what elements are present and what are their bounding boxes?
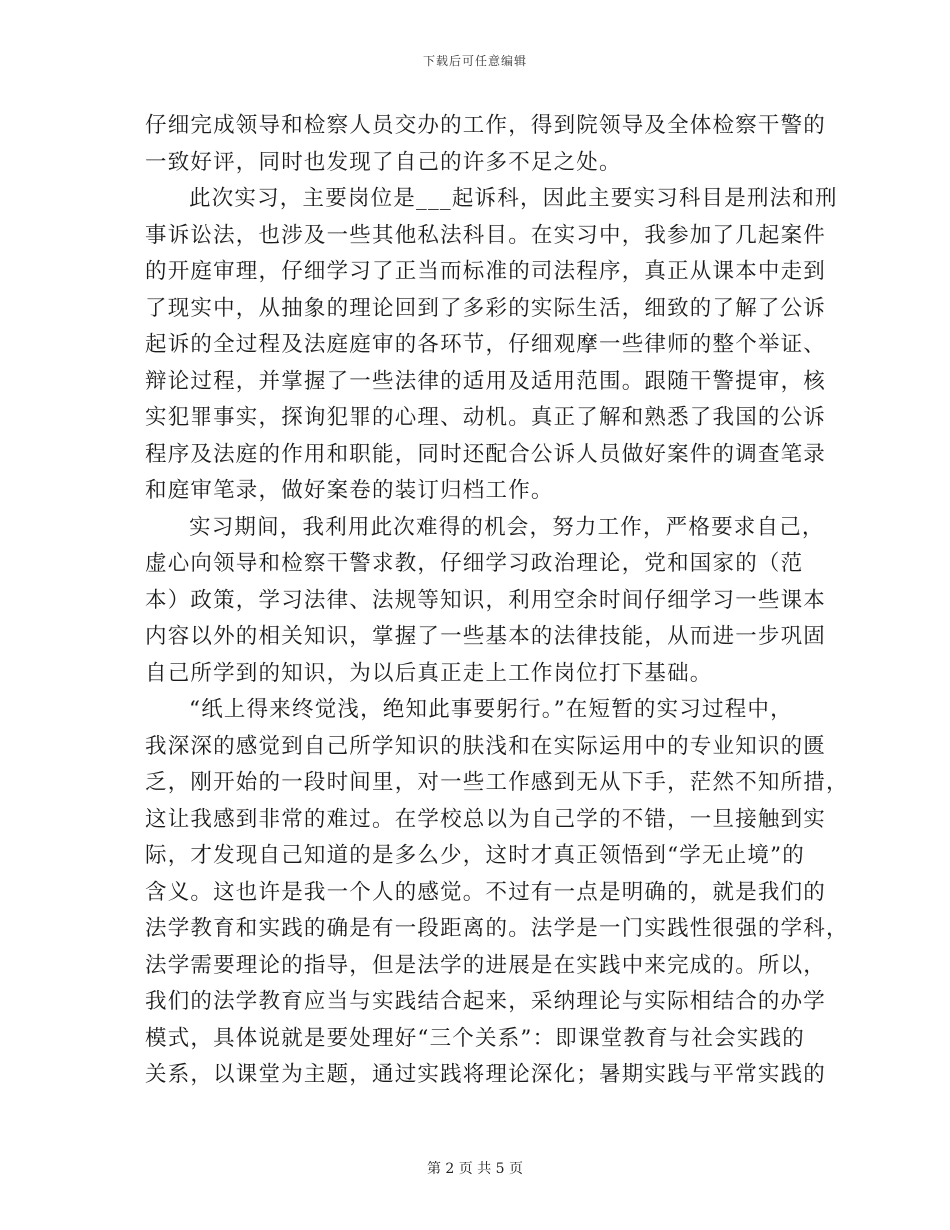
text-line: 此次实习，主要岗位是___起诉科，因此主要实习科目是刑法和刑	[189, 186, 838, 211]
text-line: 乏，刚开始的一段时间里，对一些工作感到无从下手，茫然不知所措，	[145, 770, 849, 795]
text-line: 法学需要理论的指导，但是法学的进展是在实践中来完成的。所以，	[145, 952, 827, 978]
text-line: 仔细完成领导和检察人员交办的工作，得到院领导及全体检察干警的	[145, 113, 827, 138]
text-line: 模式，具体说就是要处理好“三个关系”：即课堂教育与社会实践的	[145, 1025, 805, 1051]
text-line: 自己所学到的知识，为以后真正走上工作岗位打下基础。	[145, 660, 713, 686]
text-line: 的开庭审理，仔细学习了正当而标准的司法程序，真正从课本中走到	[145, 259, 827, 284]
text-line: 实习期间，我利用此次难得的机会，努力工作，严格要求自己，	[189, 514, 825, 540]
text-line: 内容以外的相关知识，掌握了一些基本的法律技能，从而进一步巩固	[145, 624, 827, 649]
text-line: 起诉的全过程及法庭庭审的各环节，仔细观摩一些律师的整个举证、	[145, 332, 827, 357]
text-line: 我们的法学教育应当与实践结合起来，采纳理论与实际相结合的办学	[145, 989, 827, 1014]
text-line: “纸上得来终觉浅，绝知此事要躬行。”在短暂的实习过程中，	[189, 697, 793, 722]
text-line: 这让我感到非常的难过。在学校总以为自己学的不错，一旦接触到实	[145, 806, 827, 832]
page-header-note: 下载后可任意编辑	[422, 54, 527, 68]
text-line: 辩论过程，并掌握了一些法律的适用及适用范围。跟随干警提审，核	[145, 368, 827, 394]
document-body	[145, 108, 849, 1094]
paragraph-3	[145, 510, 827, 693]
text-line: 我深深的感觉到自己所学知识的肤浅和在实际运用中的专业知识的匮	[145, 733, 827, 759]
text-line: 含义。这也许是我一个人的感觉。不过有一点是明确的，就是我们的	[145, 879, 827, 905]
text-line: 和庭审笔录，做好案卷的装订归档工作。	[145, 478, 554, 503]
page-number: 第 2 页 共 5 页	[426, 1161, 524, 1177]
text-line: 法学教育和实践的确是有一段距离的。法学是一门实践性很强的学科，	[145, 916, 849, 941]
text-line: 一致好评，同时也发现了自己的许多不足之处。	[145, 149, 622, 175]
text-line: 虚心向领导和检察干警求教，仔细学习政治理论，党和国家的（范	[145, 551, 804, 576]
text-line: 了现实中，从抽象的理论回到了多彩的实际生活，细致的了解了公诉	[145, 295, 827, 321]
paragraph-2	[145, 181, 838, 510]
text-line: 程序及法庭的作用和职能，同时还配合公诉人员做好案件的调查笔录	[145, 441, 827, 467]
text-line: 事诉讼法，也涉及一些其他私法科目。在实习中，我参加了几起案件	[145, 222, 827, 248]
text-line: 本）政策，学习法律、法规等知识，利用空余时间仔细学习一些课本	[145, 587, 827, 613]
text-line: 实犯罪事实，探询犯罪的心理、动机。真正了解和熟悉了我国的公诉	[145, 405, 827, 430]
text-line: 际，才发现自己知道的是多么少，这时才真正领悟到“学无止境”的	[145, 843, 805, 868]
text-line: 关系，以课堂为主题，通过实践将理论深化；暑期实践与平常实践的	[145, 1062, 827, 1087]
paragraph-4	[145, 692, 849, 1094]
paragraph-1	[145, 108, 827, 181]
